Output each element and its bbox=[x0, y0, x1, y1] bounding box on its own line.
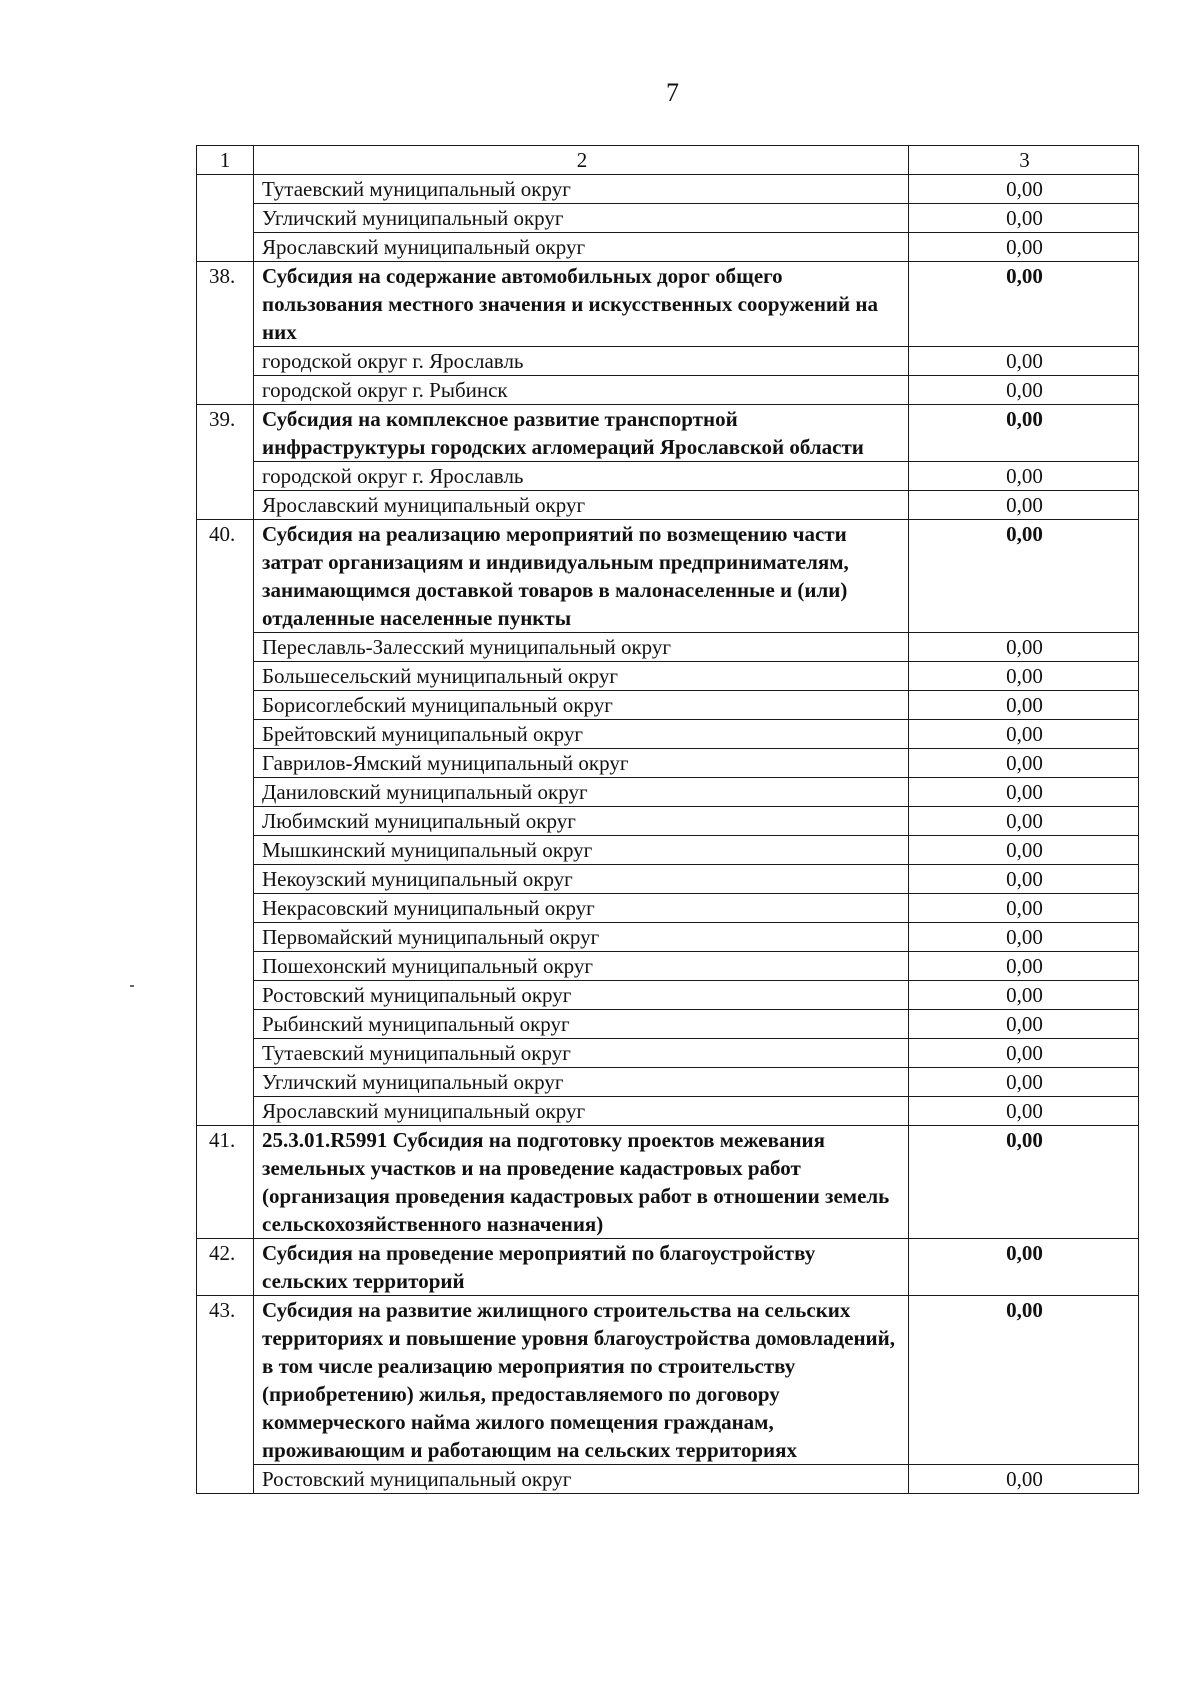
page-number: 7 bbox=[666, 78, 679, 107]
table-row bbox=[197, 865, 1139, 894]
amount-cell: 0,00 bbox=[909, 491, 1139, 520]
amount-cell: 0,00 bbox=[909, 1039, 1139, 1068]
district-name-cell: Борисоглебский муниципальный округ bbox=[254, 691, 909, 720]
amount-cell: 0,00 bbox=[909, 720, 1139, 749]
table-section-row bbox=[197, 1296, 1139, 1465]
table-row bbox=[197, 1039, 1139, 1068]
table-section-row bbox=[197, 405, 1139, 462]
row-number-cell bbox=[197, 1010, 254, 1039]
row-number-cell: 43. bbox=[197, 1296, 254, 1465]
table-row bbox=[197, 175, 1139, 204]
row-number-cell bbox=[197, 233, 254, 262]
row-number-cell bbox=[197, 952, 254, 981]
amount-cell: 0,00 bbox=[909, 262, 1139, 347]
amount-cell: 0,00 bbox=[909, 894, 1139, 923]
amount-cell: 0,00 bbox=[909, 1465, 1139, 1494]
row-number-cell bbox=[197, 204, 254, 233]
amount-cell: 0,00 bbox=[909, 1126, 1139, 1239]
row-number-cell bbox=[197, 1097, 254, 1126]
table-row bbox=[197, 923, 1139, 952]
row-number-cell bbox=[197, 865, 254, 894]
row-number-cell: 39. bbox=[197, 405, 254, 462]
district-name-cell: Тутаевский муниципальный округ bbox=[254, 175, 909, 204]
table-row bbox=[197, 981, 1139, 1010]
row-number-cell bbox=[197, 175, 254, 204]
amount-cell: 0,00 bbox=[909, 462, 1139, 491]
row-number-cell: 40. bbox=[197, 520, 254, 633]
amount-cell: 0,00 bbox=[909, 1296, 1139, 1465]
amount-cell: 0,00 bbox=[909, 691, 1139, 720]
district-name-cell: Переславль-Залесский муниципальный округ bbox=[254, 633, 909, 662]
subsidy-title-cell: Субсидия на содержание автомобильных дорог общего пользования местного значения и искусственных сооружений на них bbox=[254, 262, 909, 347]
table-row bbox=[197, 720, 1139, 749]
table-section-row bbox=[197, 1239, 1139, 1296]
district-name-cell: Большесельский муниципальный округ bbox=[254, 662, 909, 691]
district-name-cell: Брейтовский муниципальный округ bbox=[254, 720, 909, 749]
row-number-cell bbox=[197, 749, 254, 778]
header-col-2: 2 bbox=[254, 146, 909, 175]
table-row bbox=[197, 662, 1139, 691]
table-section-row bbox=[197, 262, 1139, 347]
subsidy-title-cell: Субсидия на реализацию мероприятий по возмещению части затрат организациям и индивидуальным предпринимателям, занимающимся доставкой товаров в малонаселенные и (или) отдаленные населенные пункты bbox=[254, 520, 909, 633]
row-number-cell bbox=[197, 836, 254, 865]
row-number-cell: 41. bbox=[197, 1126, 254, 1239]
row-number-cell bbox=[197, 981, 254, 1010]
row-number-cell bbox=[197, 1068, 254, 1097]
amount-cell: 0,00 bbox=[909, 981, 1139, 1010]
amount-cell: 0,00 bbox=[909, 749, 1139, 778]
district-name-cell: Любимский муниципальный округ bbox=[254, 807, 909, 836]
district-name-cell: Ярославский муниципальный округ bbox=[254, 1097, 909, 1126]
amount-cell: 0,00 bbox=[909, 633, 1139, 662]
amount-cell: 0,00 bbox=[909, 347, 1139, 376]
row-number-cell bbox=[197, 462, 254, 491]
row-number-cell bbox=[197, 1039, 254, 1068]
amount-cell: 0,00 bbox=[909, 1097, 1139, 1126]
amount-cell: 0,00 bbox=[909, 204, 1139, 233]
row-number-cell bbox=[197, 807, 254, 836]
district-name-cell: Ростовский муниципальный округ bbox=[254, 981, 909, 1010]
header-col-1: 1 bbox=[197, 146, 254, 175]
district-name-cell: Рыбинский муниципальный округ bbox=[254, 1010, 909, 1039]
row-number-cell bbox=[197, 347, 254, 376]
subsidy-table bbox=[196, 145, 1139, 1494]
amount-cell: 0,00 bbox=[909, 233, 1139, 262]
district-name-cell: Ярославский муниципальный округ bbox=[254, 233, 909, 262]
amount-cell: 0,00 bbox=[909, 865, 1139, 894]
district-name-cell: Даниловский муниципальный округ bbox=[254, 778, 909, 807]
district-name-cell: Некоузский муниципальный округ bbox=[254, 865, 909, 894]
amount-cell: 0,00 bbox=[909, 836, 1139, 865]
table-row bbox=[197, 633, 1139, 662]
table-row bbox=[197, 1068, 1139, 1097]
amount-cell: 0,00 bbox=[909, 952, 1139, 981]
subsidy-title-cell: Субсидия на развитие жилищного строительства на сельских территориях и повышение уровня благоустройства домовладений, в том числе реализацию мероприятия по строительству (приобретению) жилья, предоставляемого по договору коммерческого найма жилого помещения гражданам, проживающим и работающим на сельских территориях bbox=[254, 1296, 909, 1465]
amount-cell: 0,00 bbox=[909, 520, 1139, 633]
subsidy-title-cell: Субсидия на комплексное развитие транспортной инфраструктуры городских агломераций Ярославской области bbox=[254, 405, 909, 462]
row-number-cell bbox=[197, 376, 254, 405]
row-number-cell bbox=[197, 778, 254, 807]
table-header-row bbox=[197, 146, 1139, 175]
table-row bbox=[197, 749, 1139, 778]
amount-cell: 0,00 bbox=[909, 1010, 1139, 1039]
table-row bbox=[197, 894, 1139, 923]
row-number-cell bbox=[197, 1465, 254, 1494]
district-name-cell: Некрасовский муниципальный округ bbox=[254, 894, 909, 923]
header-col-3: 3 bbox=[909, 146, 1139, 175]
subsidy-title-cell: Субсидия на проведение мероприятий по благоустройству сельских территорий bbox=[254, 1239, 909, 1296]
row-number-cell bbox=[197, 633, 254, 662]
table-row bbox=[197, 807, 1139, 836]
table-row bbox=[197, 1465, 1139, 1494]
row-number-cell bbox=[197, 691, 254, 720]
district-name-cell: городской округ г. Рыбинск bbox=[254, 376, 909, 405]
row-number-cell bbox=[197, 923, 254, 952]
district-name-cell: Пошехонский муниципальный округ bbox=[254, 952, 909, 981]
row-number-cell bbox=[197, 491, 254, 520]
amount-cell: 0,00 bbox=[909, 923, 1139, 952]
row-number-cell bbox=[197, 662, 254, 691]
district-name-cell: Ростовский муниципальный округ bbox=[254, 1465, 909, 1494]
row-number-cell: 42. bbox=[197, 1239, 254, 1296]
amount-cell: 0,00 bbox=[909, 1068, 1139, 1097]
table-row bbox=[197, 376, 1139, 405]
district-name-cell: Ярославский муниципальный округ bbox=[254, 491, 909, 520]
table-section-row bbox=[197, 520, 1139, 633]
table-row bbox=[197, 691, 1139, 720]
table-row bbox=[197, 778, 1139, 807]
amount-cell: 0,00 bbox=[909, 376, 1139, 405]
row-number-cell: 38. bbox=[197, 262, 254, 347]
table-row bbox=[197, 233, 1139, 262]
table-row bbox=[197, 1010, 1139, 1039]
district-name-cell: Угличский муниципальный округ bbox=[254, 1068, 909, 1097]
district-name-cell: Тутаевский муниципальный округ bbox=[254, 1039, 909, 1068]
district-name-cell: Первомайский муниципальный округ bbox=[254, 923, 909, 952]
amount-cell: 0,00 bbox=[909, 175, 1139, 204]
table-row bbox=[197, 836, 1139, 865]
table-row bbox=[197, 952, 1139, 981]
table-row bbox=[197, 204, 1139, 233]
amount-cell: 0,00 bbox=[909, 405, 1139, 462]
district-name-cell: городской округ г. Ярославль bbox=[254, 462, 909, 491]
amount-cell: 0,00 bbox=[909, 807, 1139, 836]
table-row bbox=[197, 347, 1139, 376]
amount-cell: 0,00 bbox=[909, 778, 1139, 807]
table-row bbox=[197, 1097, 1139, 1126]
table-row bbox=[197, 462, 1139, 491]
scan-mark bbox=[130, 985, 134, 987]
amount-cell: 0,00 bbox=[909, 662, 1139, 691]
row-number-cell bbox=[197, 894, 254, 923]
district-name-cell: городской округ г. Ярославль bbox=[254, 347, 909, 376]
row-number-cell bbox=[197, 720, 254, 749]
table-row bbox=[197, 491, 1139, 520]
district-name-cell: Гаврилов-Ямский муниципальный округ bbox=[254, 749, 909, 778]
subsidy-title-cell: 25.3.01.R5991 Субсидия на подготовку проектов межевания земельных участков и на проведение кадастровых работ (организация проведения кадастровых работ в отношении земель сельскохозяйственного назначения) bbox=[254, 1126, 909, 1239]
table-section-row bbox=[197, 1126, 1139, 1239]
district-name-cell: Угличский муниципальный округ bbox=[254, 204, 909, 233]
amount-cell: 0,00 bbox=[909, 1239, 1139, 1296]
district-name-cell: Мышкинский муниципальный округ bbox=[254, 836, 909, 865]
